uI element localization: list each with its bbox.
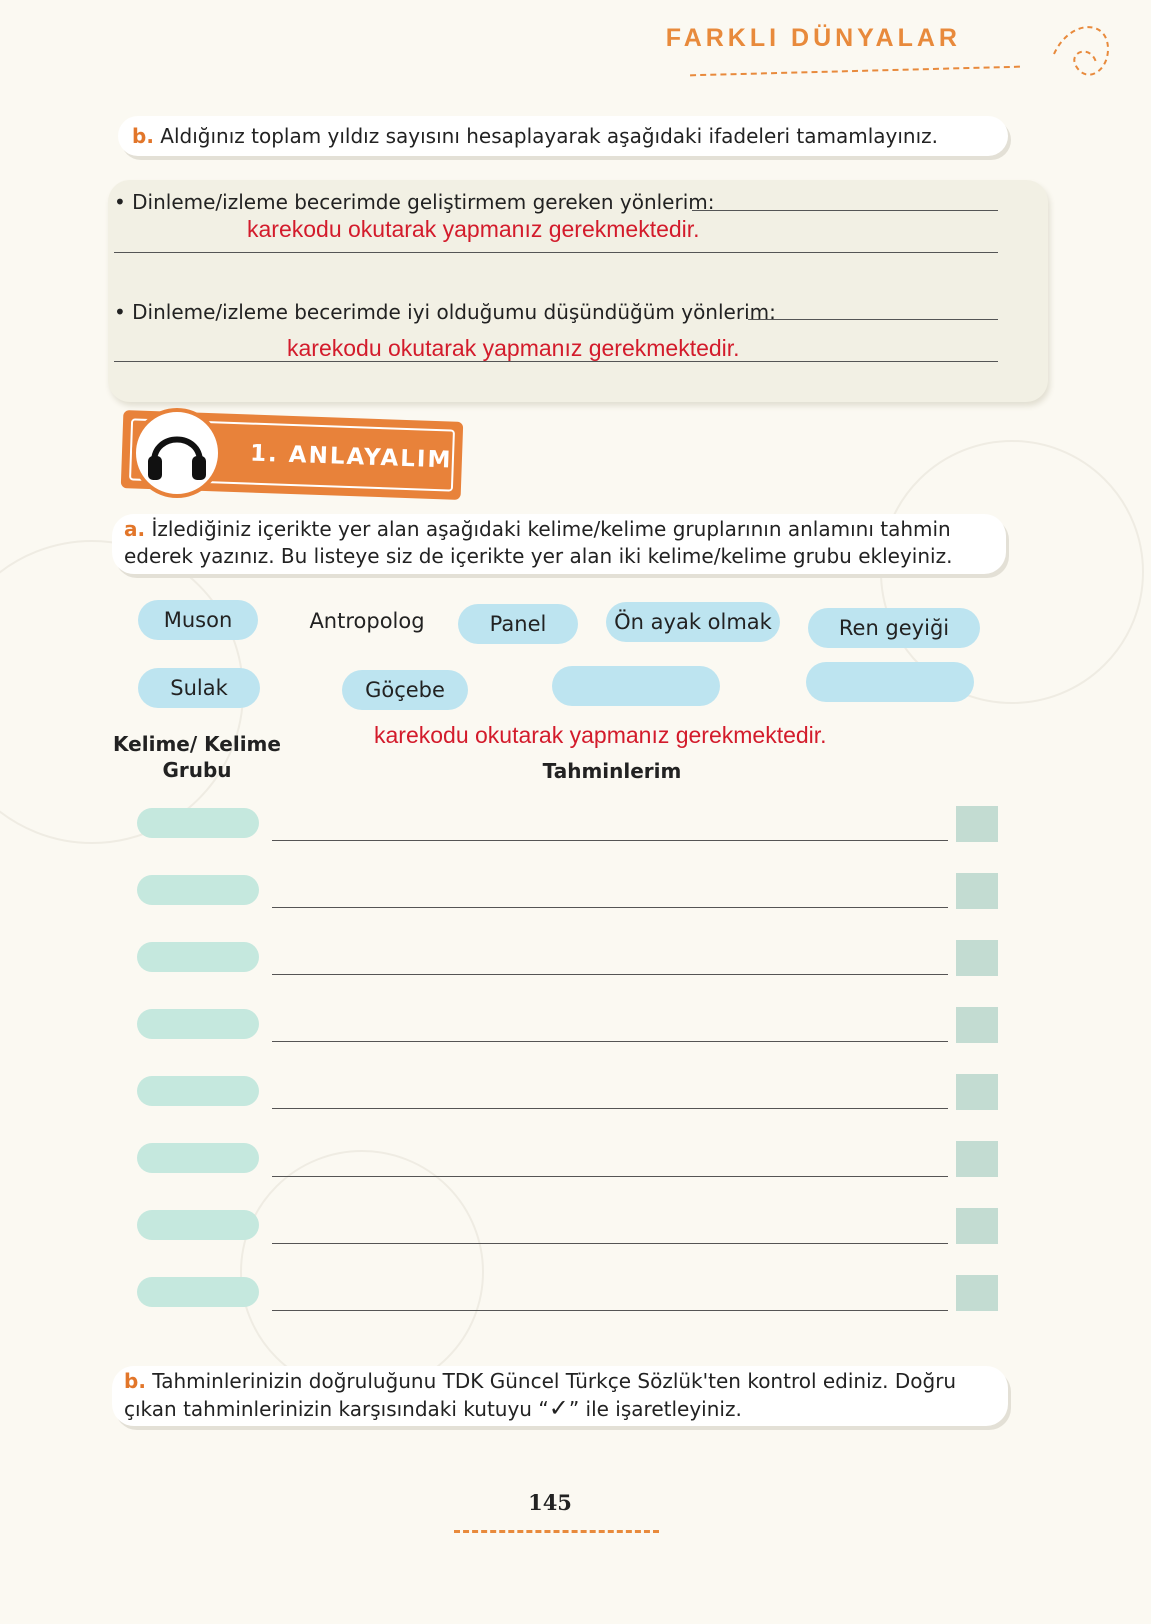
chapter-title: FARKLI DÜNYALAR bbox=[665, 24, 961, 52]
item-letter: b. bbox=[124, 1369, 146, 1393]
item-letter: a. bbox=[124, 517, 146, 541]
row-word-smear bbox=[137, 942, 259, 972]
headphones-badge bbox=[132, 408, 222, 498]
instruction-text: Aldığınız toplam yıldız sayısını hesaplayarak aşağıdaki ifadeleri tamamlayınız. bbox=[160, 124, 938, 148]
word-chip: Ön ayak olmak bbox=[606, 602, 780, 642]
row-answer-line[interactable] bbox=[272, 840, 948, 841]
section-title: 1. ANLAYALIM bbox=[249, 440, 453, 474]
row-check-box[interactable] bbox=[956, 873, 998, 909]
row-answer-line[interactable] bbox=[272, 907, 948, 908]
background-film-reel bbox=[240, 1150, 484, 1394]
instruction-b-bottom bbox=[112, 1366, 1008, 1426]
row-answer-line[interactable] bbox=[272, 974, 948, 975]
row-answer-line[interactable] bbox=[272, 1108, 948, 1109]
instruction-a bbox=[112, 514, 1006, 574]
word-chip: Ren geyiği bbox=[808, 608, 980, 648]
good-label: • Dinleme/izleme becerimde iyi olduğumu düşündüğüm yönlerim: bbox=[114, 300, 776, 324]
row-check-box[interactable] bbox=[956, 806, 998, 842]
item-letter: b. bbox=[132, 124, 154, 148]
improve-answer-line-2[interactable] bbox=[114, 252, 998, 253]
page-number: 145 bbox=[528, 1490, 572, 1515]
row-word-smear bbox=[137, 808, 259, 838]
improve-answer-line-1[interactable] bbox=[692, 210, 998, 211]
row-answer-line[interactable] bbox=[272, 1310, 948, 1311]
column-header-word: Kelime/ Kelime Grubu bbox=[113, 732, 281, 782]
row-check-box[interactable] bbox=[956, 1141, 998, 1177]
row-word-smear bbox=[137, 1009, 259, 1039]
word-chip: Panel bbox=[458, 604, 578, 644]
instruction-text-end: ” ile işaretleyiniz. bbox=[568, 1397, 742, 1421]
row-answer-line[interactable] bbox=[272, 1041, 948, 1042]
instruction-b-top bbox=[118, 116, 1008, 156]
word-chip: Göçebe bbox=[342, 670, 468, 710]
row-word-smear bbox=[137, 1076, 259, 1106]
improve-label: • Dinleme/izleme becerimde geliştirmem gereken yönlerim: bbox=[114, 190, 715, 214]
row-check-box[interactable] bbox=[956, 1275, 998, 1311]
word-chip: Sulak bbox=[138, 668, 260, 708]
improve-answer: karekodu okutarak yapmanız gerekmektedir. bbox=[247, 216, 700, 242]
good-answer-line-2[interactable] bbox=[114, 361, 998, 362]
row-answer-line[interactable] bbox=[272, 1243, 948, 1244]
row-check-box[interactable] bbox=[956, 1074, 998, 1110]
word-chip-blank[interactable] bbox=[806, 662, 974, 702]
checkmark-icon: ✓ bbox=[548, 1394, 569, 1422]
headphones-icon bbox=[136, 412, 218, 494]
header-divider bbox=[690, 66, 1020, 77]
row-check-box[interactable] bbox=[956, 1007, 998, 1043]
row-answer-line[interactable] bbox=[272, 1176, 948, 1177]
instruction-text: İzlediğiniz içerikte yer alan aşağıdaki kelime/kelime gruplarının anlamını tahmin ederek yazınız. Bu listeye siz de içerikte yer alan iki kelime/kelime grubu ekleyiniz. bbox=[124, 517, 953, 568]
instruction-text: Tahminlerinizin doğruluğunu TDK Güncel Türkçe Sözlük'ten kontrol ediniz. Doğru çıkan tahminlerinizin karşısındaki kutuyu “ bbox=[124, 1369, 957, 1421]
column-header-guesses: Tahminlerim bbox=[542, 759, 682, 783]
word-chip: Antropolog bbox=[309, 609, 425, 633]
good-answer: karekodu okutarak yapmanız gerekmektedir. bbox=[287, 335, 740, 361]
row-word-smear bbox=[137, 1143, 259, 1173]
row-word-smear bbox=[137, 1277, 259, 1307]
word-chip-blank[interactable] bbox=[552, 666, 720, 706]
row-word-smear bbox=[137, 1210, 259, 1240]
good-answer-line-1[interactable] bbox=[748, 319, 998, 320]
dashed-curl-ornament bbox=[1050, 14, 1112, 94]
row-check-box[interactable] bbox=[956, 940, 998, 976]
answer-note: karekodu okutarak yapmanız gerekmektedir. bbox=[374, 722, 827, 748]
row-check-box[interactable] bbox=[956, 1208, 998, 1244]
row-word-smear bbox=[137, 875, 259, 905]
footer-divider bbox=[454, 1530, 659, 1533]
word-chip: Muson bbox=[138, 600, 258, 640]
